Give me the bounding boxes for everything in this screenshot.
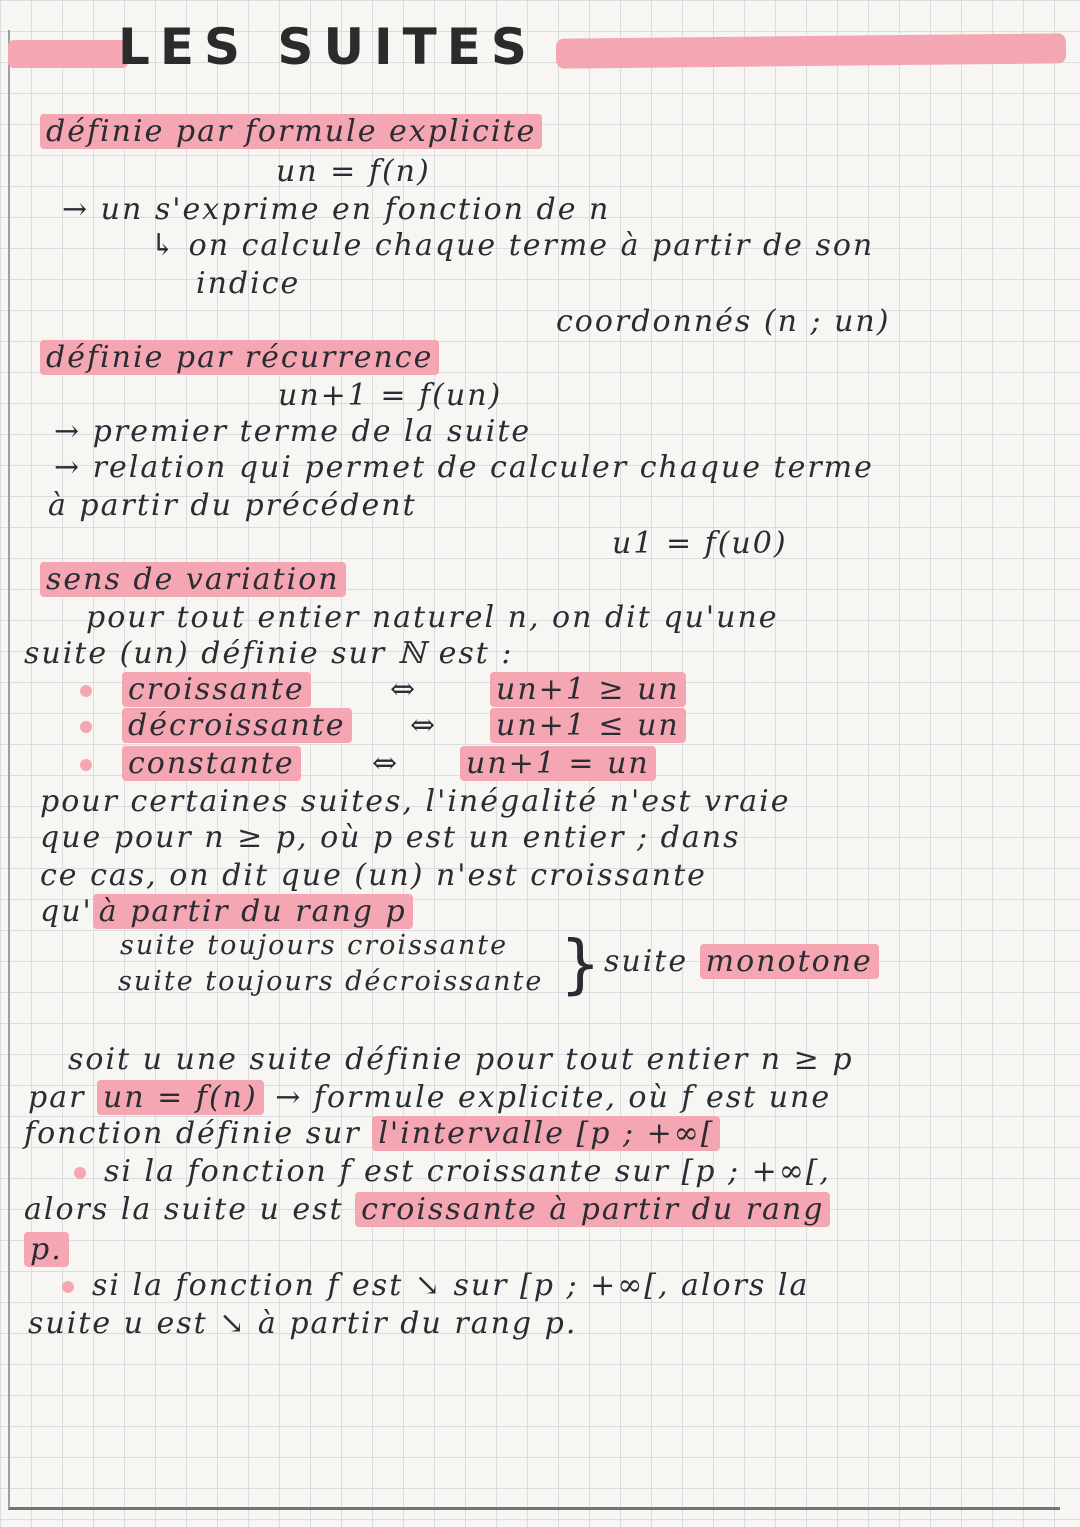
curly-brace: } bbox=[560, 928, 601, 1002]
function-line-2 bbox=[28, 1080, 831, 1115]
bullet-dot bbox=[80, 685, 92, 697]
variation-note-3: ce cas, on dit que (un) n'est croissante bbox=[40, 858, 707, 893]
variation-item-condition bbox=[490, 672, 686, 707]
explicit-sub-point-2: indice bbox=[196, 266, 301, 301]
recurrence-point-2: → relation qui permet de calculer chaque terme bbox=[54, 450, 874, 485]
variation-item-condition bbox=[490, 708, 686, 743]
function-line-6-highlight: p. bbox=[24, 1232, 69, 1267]
variation-intro-2: suite (un) définie sur ℕ est : bbox=[24, 636, 514, 671]
function-line-7 bbox=[62, 1268, 809, 1303]
function-line-2-highlight: un = f(n) bbox=[97, 1080, 264, 1115]
monotone-label: suite bbox=[604, 944, 689, 979]
recurrence-formula: un+1 = f(un) bbox=[278, 378, 503, 413]
variation-note-4-pre: qu' bbox=[40, 894, 93, 929]
variation-item-label: croissante bbox=[122, 672, 311, 707]
variation-heading bbox=[40, 562, 346, 597]
explicit-coords: coordonnés (n ; un) bbox=[556, 304, 891, 339]
variation-item-condition-text: un+1 ≤ un bbox=[490, 708, 686, 743]
variation-item-condition bbox=[460, 746, 656, 781]
variation-item-label: constante bbox=[122, 746, 301, 781]
recurrence-heading bbox=[40, 340, 439, 375]
function-line-1: soit u une suite définie pour tout entier n ≥ p bbox=[68, 1042, 854, 1077]
title-highlight-right bbox=[556, 33, 1066, 68]
function-line-7-text: si la fonction f est ↘ sur [p ; +∞[, alors la bbox=[92, 1268, 810, 1303]
function-line-4-text: si la fonction f est croissante sur [p ; +∞[, bbox=[104, 1154, 831, 1189]
variation-heading-text: sens de variation bbox=[40, 562, 346, 597]
bullet-dot bbox=[62, 1281, 74, 1293]
variation-item-label: décroissante bbox=[122, 708, 352, 743]
recurrence-heading-text: définie par récurrence bbox=[40, 340, 439, 375]
function-line-5-pre: alors la suite u est bbox=[24, 1192, 344, 1227]
variation-item-equiv: ⇔ bbox=[372, 746, 400, 781]
function-line-6 bbox=[24, 1232, 69, 1267]
function-line-4 bbox=[74, 1154, 831, 1189]
monotone-summary bbox=[604, 944, 879, 979]
variation-note-2: que pour n ≥ p, où p est un entier ; dans bbox=[40, 820, 741, 855]
recurrence-example: u1 = f(u0) bbox=[612, 526, 788, 561]
function-line-3 bbox=[24, 1116, 720, 1151]
variation-item-croissante bbox=[80, 672, 311, 707]
variation-note-1: pour certaines suites, l'inégalité n'est vraie bbox=[40, 784, 791, 819]
variation-item-decroissante bbox=[80, 708, 352, 743]
monotone-highlight: monotone bbox=[700, 944, 879, 979]
function-line-3-highlight: l'intervalle [p ; +∞[ bbox=[372, 1116, 720, 1151]
page-title: LES SUITES bbox=[118, 18, 537, 76]
function-line-2-post: → formule explicite, où f est une bbox=[275, 1080, 832, 1115]
bullet-dot bbox=[80, 759, 92, 771]
function-line-5 bbox=[24, 1192, 830, 1227]
variation-item-condition-text: un+1 = un bbox=[460, 746, 656, 781]
monotone-line-1: suite toujours croissante bbox=[120, 930, 509, 961]
recurrence-point-3: à partir du précédent bbox=[48, 488, 417, 523]
recurrence-point-1: → premier terme de la suite bbox=[54, 414, 532, 449]
title-highlight-left bbox=[8, 40, 128, 68]
variation-note-4 bbox=[40, 894, 413, 929]
monotone-line-2: suite toujours décroissante bbox=[118, 966, 544, 997]
function-line-8: suite u est ↘ à partir du rang p. bbox=[28, 1306, 578, 1341]
bullet-dot bbox=[80, 721, 92, 733]
variation-intro-1: pour tout entier naturel n, on dit qu'une bbox=[86, 600, 779, 635]
variation-note-4-highlight: à partir du rang p bbox=[93, 894, 413, 929]
variation-item-equiv: ⇔ bbox=[410, 708, 438, 743]
explicit-sub-point-1: ↳ on calcule chaque terme à partir de son bbox=[150, 228, 875, 263]
bullet-dot bbox=[74, 1167, 86, 1179]
explicit-heading-text: définie par formule explicite bbox=[40, 114, 542, 149]
explicit-point: → un s'exprime en fonction de n bbox=[62, 192, 611, 227]
function-line-3-pre: fonction définie sur bbox=[24, 1116, 361, 1151]
explicit-heading bbox=[40, 114, 542, 149]
function-line-5-highlight: croissante à partir du rang bbox=[355, 1192, 830, 1227]
variation-item-constante bbox=[80, 746, 301, 781]
variation-item-condition-text: un+1 ≥ un bbox=[490, 672, 686, 707]
variation-item-equiv: ⇔ bbox=[390, 672, 418, 707]
function-line-2-pre: par bbox=[28, 1080, 86, 1115]
explicit-formula: un = f(n) bbox=[276, 154, 431, 189]
